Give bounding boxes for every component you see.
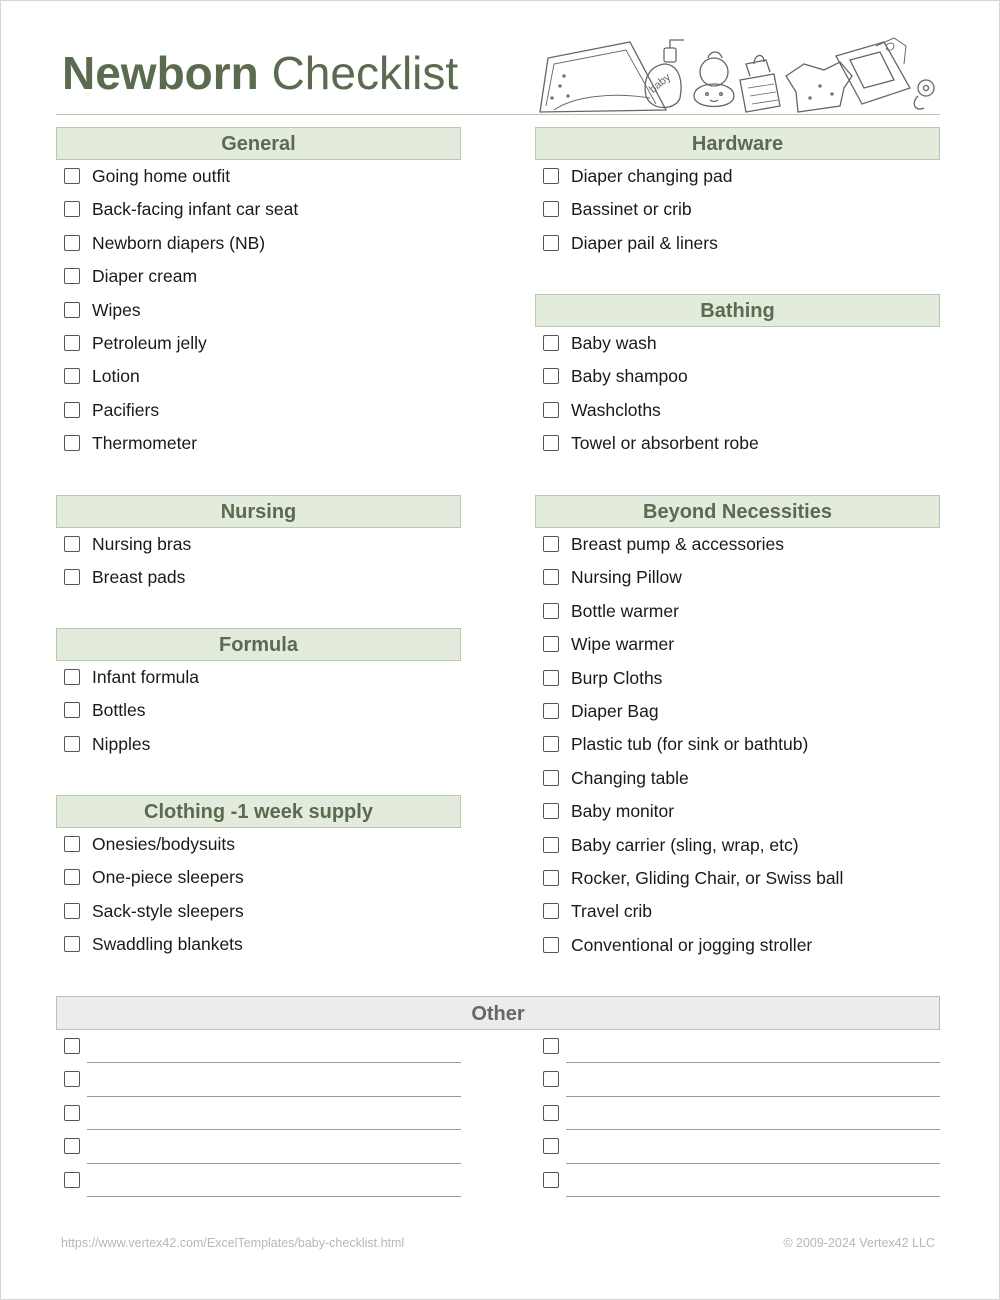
- checkbox[interactable]: [64, 1105, 80, 1121]
- checklist-item[interactable]: [56, 294, 461, 327]
- checkbox[interactable]: [64, 402, 80, 418]
- item-label: Changing table: [571, 767, 689, 788]
- checkbox[interactable]: [543, 335, 559, 351]
- checklist-item[interactable]: [56, 193, 461, 226]
- blank-item-row[interactable]: [56, 1030, 461, 1063]
- blank-item-row[interactable]: [535, 1063, 940, 1096]
- checkbox[interactable]: [64, 936, 80, 952]
- checkbox[interactable]: [543, 368, 559, 384]
- item-label: Swaddling blankets: [92, 934, 243, 955]
- checklist-item[interactable]: [535, 160, 940, 193]
- checklist-item[interactable]: [56, 360, 461, 393]
- checklist-item[interactable]: [535, 227, 940, 260]
- section-header-other: Other: [56, 996, 940, 1030]
- item-label: One-piece sleepers: [92, 867, 244, 888]
- checkbox[interactable]: [543, 636, 559, 652]
- item-label: Baby monitor: [571, 801, 675, 822]
- checkbox[interactable]: [543, 536, 559, 552]
- section-clothing: [56, 795, 461, 962]
- checkbox[interactable]: [64, 235, 80, 251]
- checkbox[interactable]: [64, 736, 80, 752]
- checkbox[interactable]: [64, 869, 80, 885]
- item-label: Baby wash: [571, 333, 657, 353]
- item-label: Thermometer: [92, 433, 198, 454]
- section-header-clothing: Clothing -1 week supply: [56, 795, 461, 828]
- checkbox[interactable]: [543, 837, 559, 853]
- blank-item-row[interactable]: [535, 1097, 940, 1130]
- checkbox[interactable]: [543, 402, 559, 418]
- checklist-item[interactable]: [535, 193, 940, 226]
- checklist-item[interactable]: [535, 795, 940, 828]
- checkbox[interactable]: [64, 168, 80, 184]
- checklist-item[interactable]: [535, 929, 940, 962]
- item-label: Breast pads: [92, 567, 186, 588]
- checkbox[interactable]: [64, 335, 80, 351]
- checklist-item[interactable]: [56, 160, 461, 193]
- item-label: Bottle warmer: [571, 600, 679, 621]
- checkbox[interactable]: [543, 435, 559, 451]
- checklist-item[interactable]: [535, 528, 940, 561]
- blank-item-row[interactable]: [56, 1130, 461, 1163]
- item-label: Infant formula: [92, 667, 199, 687]
- item-label: Diaper cream: [92, 266, 198, 287]
- checklist-item[interactable]: [56, 327, 461, 360]
- checklist-item[interactable]: [535, 628, 940, 661]
- item-label: Towel or absorbent robe: [571, 433, 759, 454]
- checkbox[interactable]: [543, 1172, 559, 1188]
- checkbox[interactable]: [543, 603, 559, 619]
- checklist-item[interactable]: [535, 595, 940, 628]
- checkbox[interactable]: [543, 937, 559, 953]
- checkbox[interactable]: [543, 670, 559, 686]
- checklist-item[interactable]: [535, 728, 940, 761]
- blank-item-row[interactable]: [535, 1030, 940, 1063]
- section-beyond-necessities: [535, 495, 940, 962]
- checkbox[interactable]: [64, 702, 80, 718]
- item-label: Onesies/bodysuits: [92, 834, 235, 854]
- checklist-item[interactable]: [535, 695, 940, 728]
- item-label: Nipples: [92, 733, 151, 754]
- checklist-item[interactable]: [535, 327, 940, 360]
- baby-bottle-illustration: [740, 74, 780, 112]
- checklist-item[interactable]: [56, 394, 461, 427]
- checklist-item[interactable]: [535, 360, 940, 393]
- checklist-item[interactable]: [56, 427, 461, 460]
- checklist-item[interactable]: [56, 828, 461, 861]
- checkbox[interactable]: [64, 536, 80, 552]
- item-label: Rocker, Gliding Chair, or Swiss ball: [571, 867, 844, 888]
- checkbox[interactable]: [543, 201, 559, 217]
- checkbox[interactable]: [64, 201, 80, 217]
- item-label: Sack-style sleepers: [92, 900, 244, 921]
- section-header-general: General: [56, 127, 461, 160]
- checklist-item[interactable]: [56, 227, 461, 260]
- checklist-item[interactable]: [535, 662, 940, 695]
- item-label: Diaper pail & liners: [571, 232, 718, 253]
- item-label: Diaper changing pad: [571, 166, 733, 186]
- checkbox[interactable]: [543, 1038, 559, 1054]
- checklist-item[interactable]: [535, 561, 940, 594]
- section-nursing: [56, 495, 461, 595]
- checkbox[interactable]: [64, 368, 80, 384]
- item-label: Plastic tub (for sink or bathtub): [571, 734, 809, 755]
- item-label: Newborn diapers (NB): [92, 232, 266, 253]
- checklist-item[interactable]: [56, 561, 461, 594]
- item-label: Bassinet or crib: [571, 199, 692, 220]
- section-header-bathing: Bathing: [535, 294, 940, 327]
- footer-url[interactable]: https://www.vertex42.com/ExcelTemplates/baby-checklist.html: [61, 1236, 405, 1250]
- item-label: Nursing Pillow: [571, 567, 682, 588]
- checkbox[interactable]: [64, 1138, 80, 1154]
- blank-item-row[interactable]: [56, 1164, 461, 1197]
- baby-face-illustration: [700, 58, 728, 86]
- checklist-item[interactable]: [56, 661, 461, 694]
- checklist-item[interactable]: [56, 895, 461, 928]
- checkbox[interactable]: [543, 1138, 559, 1154]
- wipes-pack-illustration: [836, 42, 910, 104]
- checkbox[interactable]: [64, 569, 80, 585]
- checkbox[interactable]: [543, 903, 559, 919]
- title-regular: Checklist: [271, 47, 459, 99]
- footer-copyright: © 2009-2024 Vertex42 LLC: [783, 1236, 935, 1250]
- checkbox[interactable]: [543, 1071, 559, 1087]
- blank-write-line[interactable]: [566, 1196, 940, 1197]
- checkbox[interactable]: [64, 268, 80, 284]
- title-bold: Newborn: [62, 47, 259, 99]
- item-label: Diaper Bag: [571, 700, 659, 721]
- item-label: Baby shampoo: [571, 366, 688, 387]
- checklist-item[interactable]: [56, 694, 461, 727]
- checkbox[interactable]: [64, 435, 80, 451]
- section-formula: [56, 628, 461, 761]
- checkbox[interactable]: [543, 703, 559, 719]
- checkbox[interactable]: [543, 770, 559, 786]
- item-label: Travel crib: [571, 901, 653, 922]
- checklist-item[interactable]: [535, 862, 940, 895]
- item-label: Wipes: [92, 299, 141, 320]
- blank-item-row[interactable]: [535, 1130, 940, 1163]
- blank-item-row[interactable]: [56, 1097, 461, 1130]
- checkbox[interactable]: [64, 836, 80, 852]
- checklist-item[interactable]: [56, 928, 461, 961]
- checkbox[interactable]: [543, 803, 559, 819]
- item-label: Bottles: [92, 700, 146, 721]
- baby-items-illustration: [534, 36, 940, 116]
- section-header-beyond-necessities: Beyond Necessities: [535, 495, 940, 528]
- checkbox[interactable]: [543, 168, 559, 184]
- blank-write-line[interactable]: [87, 1196, 461, 1197]
- section-header-hardware: Hardware: [535, 127, 940, 160]
- item-label: Breast pump & accessories: [571, 534, 785, 554]
- checkbox[interactable]: [543, 1105, 559, 1121]
- checkbox[interactable]: [543, 569, 559, 585]
- checkbox[interactable]: [64, 903, 80, 919]
- item-label: Baby carrier (sling, wrap, etc): [571, 834, 799, 855]
- section-other: [56, 996, 940, 1030]
- checklist-item[interactable]: [56, 528, 461, 561]
- item-label: Burp Cloths: [571, 667, 663, 688]
- item-label: Petroleum jelly: [92, 332, 207, 353]
- section-header-formula: Formula: [56, 628, 461, 661]
- checklist-item[interactable]: [56, 260, 461, 293]
- item-label: Conventional or jogging stroller: [571, 934, 813, 955]
- checkbox[interactable]: [64, 1071, 80, 1087]
- checklist-item[interactable]: [56, 861, 461, 894]
- page-title: [62, 44, 458, 102]
- pacifier-illustration: [914, 80, 934, 109]
- section-header-nursing: Nursing: [56, 495, 461, 528]
- checkbox[interactable]: [64, 1038, 80, 1054]
- blank-item-row[interactable]: [535, 1164, 940, 1197]
- checkbox[interactable]: [64, 669, 80, 685]
- section-hardware: [535, 127, 940, 260]
- blank-item-row[interactable]: [56, 1063, 461, 1096]
- section-general: [56, 127, 461, 461]
- item-label: Wipe warmer: [571, 634, 675, 655]
- section-bathing: [535, 294, 940, 461]
- checkbox[interactable]: [543, 235, 559, 251]
- item-label: Pacifiers: [92, 399, 160, 420]
- item-label: Nursing bras: [92, 534, 192, 554]
- item-label: Washcloths: [571, 399, 661, 420]
- checkbox[interactable]: [543, 870, 559, 886]
- item-label: Lotion: [92, 366, 140, 387]
- checklist-item[interactable]: [535, 762, 940, 795]
- checkbox[interactable]: [64, 302, 80, 318]
- checklist-item[interactable]: [535, 394, 940, 427]
- lotion-label: baby: [647, 71, 674, 96]
- checklist-item[interactable]: [56, 728, 461, 761]
- item-label: Going home outfit: [92, 166, 231, 186]
- checklist-item[interactable]: [535, 829, 940, 862]
- checkbox[interactable]: [543, 736, 559, 752]
- checklist-item[interactable]: [535, 895, 940, 928]
- item-label: Back-facing infant car seat: [92, 199, 299, 220]
- checklist-item[interactable]: [535, 427, 940, 460]
- checkbox[interactable]: [64, 1172, 80, 1188]
